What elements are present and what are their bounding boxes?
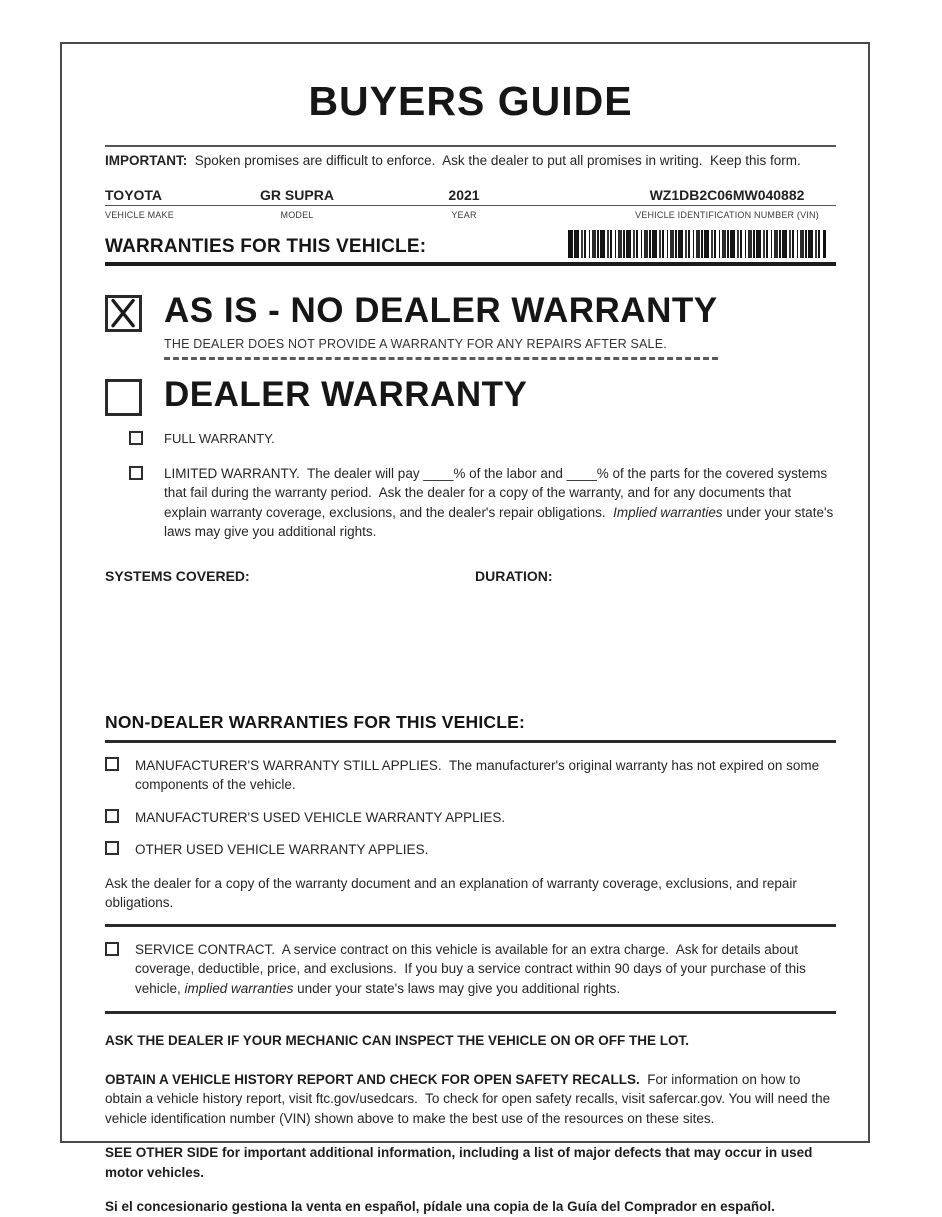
- vehicle-year-label: YEAR: [451, 210, 477, 220]
- dealer-warranty-text: [164, 374, 528, 414]
- manufacturer-used-vehicle-warranty-checkbox[interactable]: [105, 809, 119, 823]
- important-text: Spoken promises are difficult to enforce. Ask the dealer to put all promises in writing. Keep this form.: [187, 153, 801, 168]
- other-used-vehicle-warranty-label: OTHER USED VEHICLE WARRANTY APPLIES.: [135, 842, 429, 858]
- vehicle-model-label: MODEL: [280, 210, 314, 220]
- vehicle-history-lead: OBTAIN A VEHICLE HISTORY REPORT AND CHECK FOR OPEN SAFETY RECALLS.: [105, 1071, 640, 1087]
- non-dealer-heading: NON-DEALER WARRANTIES FOR THIS VEHICLE:: [105, 711, 526, 732]
- systems-covered-label: SYSTEMS COVERED:: [105, 567, 250, 584]
- manufacturer-used-vehicle-warranty-label: MANUFACTURER'S USED VEHICLE WARRANTY APPLIES.: [135, 809, 506, 825]
- manufacturer-warranty-still-applies-checkbox[interactable]: [105, 757, 119, 771]
- important-label: IMPORTANT:: [105, 153, 188, 168]
- dealer-warranty-checkbox[interactable]: [105, 379, 142, 416]
- systems-duration-row: [105, 568, 836, 584]
- service-contract-implied: implied warranties: [184, 980, 294, 996]
- limited-warranty-body1: LIMITED WARRANTY. The dealer will pay ____% of the labor and ____% of the parts for the covered systems that fail during the warranty period. Ask the dealer for a copy of the warranty, and for any documents that explain warranty coverage, exclusions, and the dealer's repair obligations.: [164, 465, 831, 520]
- vin-barcode: [568, 230, 826, 258]
- service-contract-body1: SERVICE CONTRACT. A service contract on this vehicle is available for an extra charge. Ask for details about coverage, deductible, price, and exclusions. If you buy a service contract within 90 days of your purchase of this vehicle,: [135, 941, 810, 996]
- manufacturer-warranty-still-applies-item: [105, 756, 836, 795]
- manufacturer-warranty-still-applies-label: MANUFACTURER'S WARRANTY STILL APPLIES. The manufacturer's original warranty has not expired on some components of the vehicle.: [135, 757, 823, 793]
- service-contract-checkbox[interactable]: [105, 942, 119, 956]
- service-contract-item: [105, 940, 836, 999]
- other-used-vehicle-warranty-checkbox[interactable]: [105, 841, 119, 855]
- spanish-notice: Si el concesionario gestiona la venta en español, pídale una copia de la Guía del Comprador en español.: [105, 1199, 775, 1215]
- service-contract-body2: under your state's laws may give you additional rights.: [293, 980, 621, 996]
- as-is-checkbox[interactable]: [105, 295, 142, 332]
- footer-top-divider: [105, 1011, 836, 1014]
- full-warranty-label: FULL WARRANTY.: [164, 430, 275, 446]
- duration-label: DURATION:: [475, 567, 553, 584]
- limited-warranty-body2: under your state's laws may give you additional rights.: [164, 504, 838, 540]
- vehicle-model-value: GR SUPRA: [260, 187, 334, 203]
- vehicle-labels-row: [105, 209, 836, 222]
- limited-warranty-checkbox[interactable]: [129, 466, 143, 480]
- vehicle-make-label: VEHICLE MAKE: [105, 210, 174, 220]
- limited-warranty-implied: Implied warranties: [613, 504, 723, 520]
- vehicle-values-row: [105, 189, 836, 206]
- limited-warranty-option: [129, 464, 836, 542]
- as-is-title: AS IS - NO DEALER WARRANTY: [164, 291, 718, 330]
- service-contract-text: [135, 940, 835, 999]
- vehicle-make-value: TOYOTA: [105, 187, 163, 203]
- warranties-heading-row: [105, 230, 836, 258]
- non-dealer-divider: [105, 740, 836, 743]
- vehicle-year-value: 2021: [448, 187, 480, 203]
- mechanic-inspect-notice: ASK THE DEALER IF YOUR MECHANIC CAN INSPECT THE VEHICLE ON OR OFF THE LOT.: [105, 1033, 690, 1049]
- warranties-heading: WARRANTIES FOR THIS VEHICLE:: [105, 236, 427, 257]
- important-notice: [105, 153, 836, 168]
- vehicle-info-strip: [105, 189, 836, 222]
- warranties-divider: [105, 262, 836, 266]
- as-is-dashed-divider: [164, 357, 718, 360]
- vehicle-history-notice: [105, 1070, 836, 1129]
- dealer-warranty-section: [105, 374, 836, 416]
- as-is-subtitle: THE DEALER DOES NOT PROVIDE A WARRANTY FOR ANY REPAIRS AFTER SALE.: [164, 336, 667, 351]
- page-title: BUYERS GUIDE: [308, 78, 633, 124]
- other-used-vehicle-warranty-item: [105, 840, 836, 860]
- buyers-guide-document: [60, 42, 870, 1215]
- vehicle-history-body: For information on how to obtain a vehicle history report, visit ftc.gov/usedcars. To check for open safety recalls, visit safercar.gov. You will need the vehicle identification number (VIN) shown above to make the best use of the resources on these sites.: [105, 1071, 834, 1126]
- as-is-section: [105, 293, 836, 360]
- see-other-side-notice: SEE OTHER SIDE for important additional information, including a list of major defects that may occur in used motor vehicles.: [105, 1145, 817, 1180]
- limited-warranty-text: [164, 464, 836, 542]
- non-dealer-note: Ask the dealer for a copy of the warranty document and an explanation of warranty coverage, exclusions, and repair obligations.: [105, 875, 801, 911]
- service-contract-top-divider: [105, 924, 836, 927]
- full-warranty-checkbox[interactable]: [129, 431, 143, 445]
- manufacturer-used-vehicle-warranty-item: [105, 808, 836, 828]
- full-warranty-option: [129, 431, 836, 446]
- vehicle-vin-value: WZ1DB2C06MW040882: [649, 187, 805, 203]
- header-divider: [105, 145, 836, 147]
- dealer-warranty-title: DEALER WARRANTY: [164, 374, 528, 414]
- vehicle-vin-label: VEHICLE IDENTIFICATION NUMBER (VIN): [635, 210, 819, 220]
- as-is-text: [164, 293, 718, 360]
- checkmark-x-icon: [108, 298, 139, 329]
